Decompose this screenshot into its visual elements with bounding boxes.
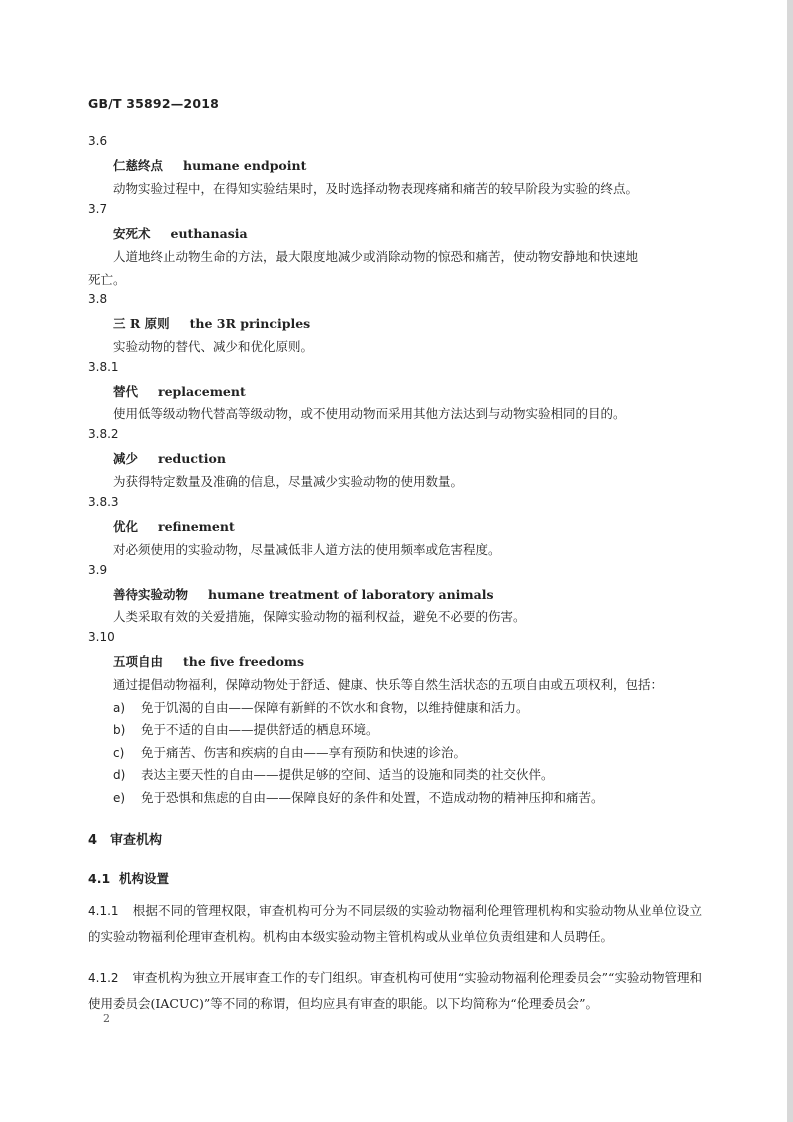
term-number: 3.8.3: [88, 495, 119, 509]
list-text: 免于不适的自由——提供舒适的栖息环境。: [141, 722, 379, 737]
term-en: reduction: [158, 451, 226, 466]
list-item: [113, 698, 529, 716]
page-number: 2: [103, 1012, 110, 1025]
term-title: [113, 382, 246, 400]
chapter-heading: [88, 829, 162, 848]
term-zh: 仁慈终点: [113, 158, 164, 173]
list-item: [113, 788, 604, 806]
term-title: [113, 156, 306, 174]
term-en: refinement: [158, 519, 235, 534]
chapter-number: 4: [88, 833, 98, 848]
term-number: 3.8.1: [88, 360, 119, 374]
term-zh: 善待实验动物: [113, 587, 189, 602]
term-title: [113, 517, 235, 535]
term-zh: 优化: [113, 519, 139, 534]
term-title: [113, 652, 304, 670]
paragraph-text: 审查机构为独立开展审查工作的专门组织。审查机构可使用“实验动物福利伦理委员会”“实验动物管理和使用委员会(IACUC)”等不同的称谓，但均应具有审查的职能。以下均简称为“伦理委员会”。: [88, 970, 702, 1011]
list-text: 免于痛苦、伤害和疾病的自由——享有预防和快速的诊治。: [141, 745, 467, 760]
chapter-title: 审查机构: [110, 833, 163, 848]
list-text: 表达主要天性的自由——提供足够的空间、适当的设施和同类的社交伙伴。: [141, 767, 554, 782]
term-en: humane endpoint: [183, 158, 307, 173]
list-text: 免于恐惧和焦虑的自由——保障良好的条件和处置，不造成动物的精神压抑和痛苦。: [141, 790, 604, 805]
term-en: humane treatment of laboratory animals: [208, 587, 494, 602]
term-en: the five freedoms: [183, 654, 305, 669]
term-definition: 实验动物的替代、减少和优化原则。: [113, 339, 314, 354]
term-zh: 替代: [113, 384, 139, 399]
list-letter: b): [113, 723, 126, 737]
list-item: [113, 765, 554, 783]
section-heading: [88, 869, 169, 887]
paragraph-number: 4.1.1: [88, 904, 119, 918]
section-number: 4.1: [88, 871, 111, 886]
list-item: [113, 720, 379, 738]
term-title: [113, 314, 310, 332]
section-title: 机构设置: [119, 871, 170, 886]
term-zh: 安死术: [113, 226, 151, 241]
term-number: 3.8.2: [88, 427, 119, 441]
term-definition: 对必须使用的实验动物，尽量减低非人道方法的使用频率或危害程度。: [113, 542, 501, 557]
standard-header: GB/T 35892—2018: [88, 96, 220, 111]
term-en: the 3R principles: [189, 316, 311, 331]
term-number: 3.6: [88, 134, 108, 148]
term-definition: 动物实验过程中，在得知实验结果时，及时选择动物表现疼痛和痛苦的较早阶段为实验的终点。: [113, 181, 639, 196]
term-title: [113, 585, 494, 603]
term-definition: 为获得特定数量及准确的信息，尽量减少实验动物的使用数量。: [113, 474, 464, 489]
term-number: 3.9: [88, 563, 108, 577]
term-zh: 三 R 原则: [113, 316, 170, 331]
term-title: [113, 449, 226, 467]
term-definition: 通过提倡动物福利，保障动物处于舒适、健康、快乐等自然生活状态的五项自由或五项权利，包括：: [113, 677, 664, 692]
term-definition-continued: 死亡。: [88, 272, 126, 287]
term-en: euthanasia: [170, 226, 248, 241]
term-number: 3.8: [88, 292, 108, 306]
paragraph: [88, 965, 702, 1016]
paragraph-text: 根据不同的管理权限，审查机构可分为不同层级的实验动物福利伦理管理机构和实验动物从业单位设立的实验动物福利伦理审查机构。机构由本级实验动物主管机构或从业单位负责组建和人员聘任。: [88, 903, 702, 944]
paragraph: [88, 898, 702, 949]
term-definition: 人道地终止动物生命的方法，最大限度地减少或消除动物的惊恐和痛苦，使动物安静地和快速地: [113, 249, 639, 264]
term-zh: 减少: [113, 451, 139, 466]
term-en: replacement: [158, 384, 246, 399]
term-title: [113, 224, 248, 242]
list-text: 免于饥渴的自由——保障有新鲜的不饮水和食物，以维持健康和活力。: [141, 700, 529, 715]
list-letter: c): [113, 746, 125, 760]
term-number: 3.7: [88, 202, 108, 216]
term-definition: 使用低等级动物代替高等级动物，或不使用动物而采用其他方法达到与动物实验相同的目的。: [113, 406, 626, 421]
list-letter: d): [113, 768, 126, 782]
list-item: [113, 743, 466, 761]
term-definition: 人类采取有效的关爱措施，保障实验动物的福利权益，避免不必要的伤害。: [113, 609, 526, 624]
list-letter: e): [113, 791, 126, 805]
term-zh: 五项自由: [113, 654, 164, 669]
list-letter: a): [113, 701, 126, 715]
paragraph-number: 4.1.2: [88, 971, 119, 985]
term-number: 3.10: [88, 630, 115, 644]
page-edge: [787, 0, 793, 1122]
